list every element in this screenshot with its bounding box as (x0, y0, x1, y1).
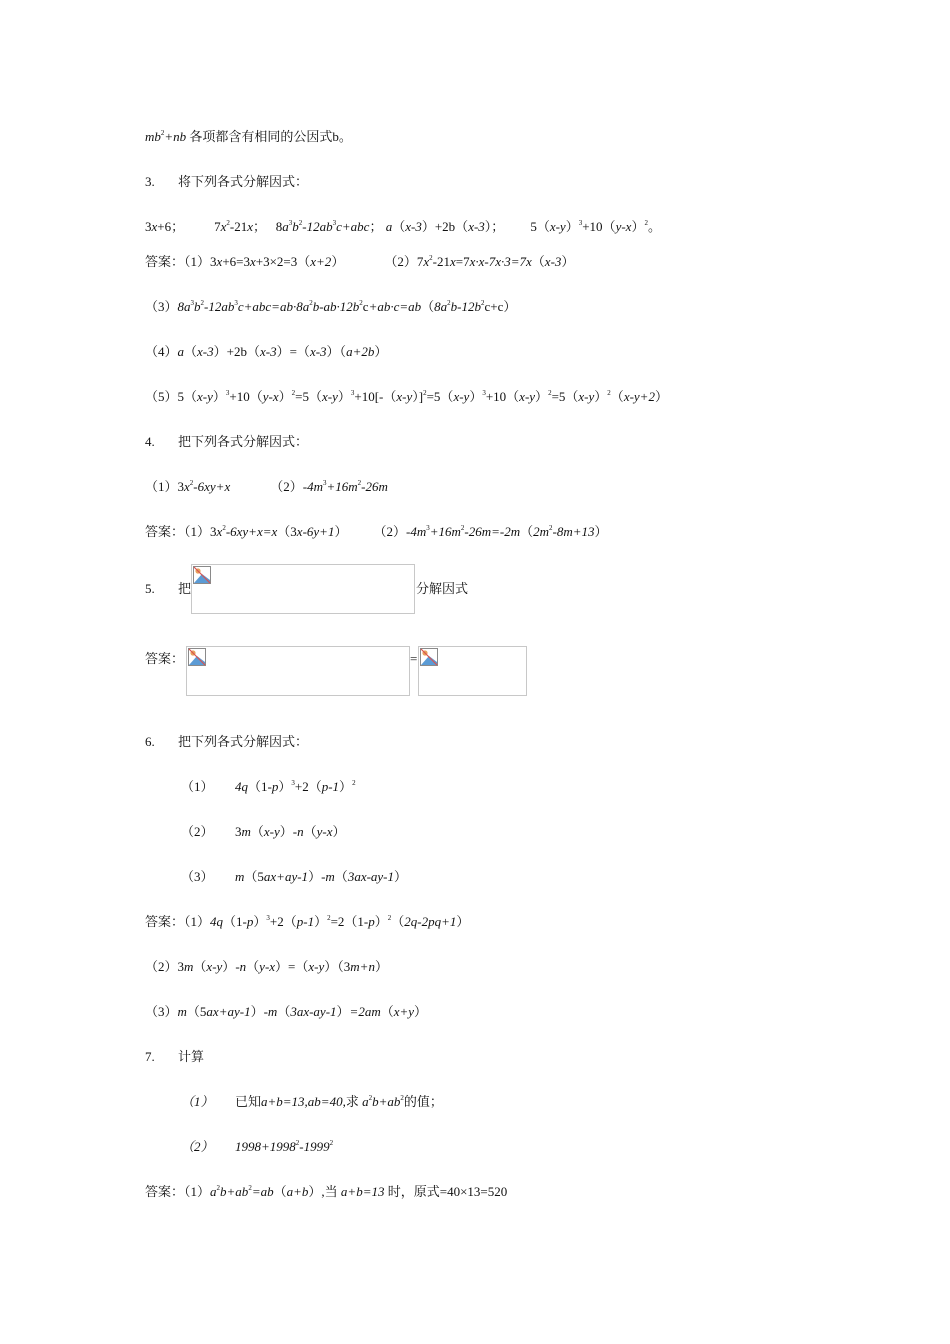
broken-image-icon (188, 648, 206, 666)
q7-heading (145, 1048, 204, 1066)
q2-tail-line: $mb^2+nb$ 各项都含有相同的公因式b。 (145, 129, 352, 144)
q3-answer-label: 答案： (145, 254, 185, 269)
q5-answer-left-image (186, 646, 410, 696)
q7-answer-time: 时， (387, 1184, 414, 1199)
q2-tail-text: 各项都含有相同的公因式b。 (189, 129, 352, 144)
q7-item-1-pre: 已知 (235, 1094, 262, 1109)
q7-instruction: 计算 (178, 1049, 205, 1064)
q6-item-3: （3） m（5ax+ay-1）-m（3ax-ay-1） (181, 869, 408, 884)
q4-answer: 答案：$(1)3x^2-6xy+x=x(3x-6y+1)$ $(2)-4m^3+16m^2-26m=-2m(2m^2-8m+13)$ (145, 524, 608, 539)
q3-expressions: 3x+6； $7x^2-21x$； $8a^3b^2-12ab^3c+abc$； a（x-3）+2b（x-3）； $5(x-y)^3+10(y-x)^2$。 (145, 219, 661, 234)
q5-equals: = (410, 651, 418, 666)
q7-answer: 答案：$(1)a^2b+ab^2=ab(a+b)$,当 a+b=13 时，原式=40×13=520 (145, 1184, 508, 1199)
q4-answer-label: 答案： (145, 524, 185, 539)
q7-item-1-post: 的值； (403, 1094, 443, 1109)
q3-answer-3: $(3)8a^3b^2-12ab^3c+abc=ab\cdot 8a^2b-ab\cdot 12b^2c+ab\cdot c=ab(8a^2b-12b^2c+c)$ (145, 299, 517, 314)
q3-instruction: 将下列各式分解因式： (178, 174, 309, 189)
q6-heading (145, 733, 308, 751)
q5-number: 5. (145, 581, 155, 596)
q5-prefix: 把 (178, 581, 192, 596)
q7-item-2: （2） $1998+1998^2-1999^2$ (181, 1139, 334, 1154)
q5-suffix: 分解因式 (416, 581, 469, 596)
q6-answer-label: 答案： (145, 914, 185, 929)
q6-number: 6. (145, 734, 155, 749)
q5-answer-label: 答案： (145, 651, 185, 666)
q7-number: 7. (145, 1049, 155, 1064)
q3-answer-1-2: 答案：（1）3x+6=3x+3×2=3（x+2） $(2)7x^2-21x=7x\cdot x-7x\cdot 3=7x(x-3)$ (145, 254, 575, 269)
q7-answer-result: 原式=40×13=520 (413, 1184, 508, 1199)
q3-heading (145, 173, 308, 191)
q6-item-2: （2） 3m（x-y）-n（y-x） (181, 824, 346, 839)
q4-instruction: 把下列各式分解因式： (178, 434, 309, 449)
q5-heading-number (145, 580, 191, 598)
q6-answer-2: （2）3m（x-y）-n（y-x）=（x-y）（3m+n） (145, 959, 388, 974)
q5-answer-right-image (418, 646, 527, 696)
broken-image-icon (420, 648, 438, 666)
q7-item-1: （1） 已知a+b=13,ab=40,求 $a^2b+ab^2$的值； (181, 1094, 443, 1109)
q6-answer-3: （3）m（5ax+ay-1）-m（3ax-ay-1）=2am（x+y） (145, 1004, 428, 1019)
q3-number: 3. (145, 174, 155, 189)
broken-image-icon (193, 566, 211, 584)
q3-answer-4: （4）a（x-3）+2b（x-3）=（x-3）（a+2b） (145, 344, 388, 359)
q4-heading (145, 433, 308, 451)
q7-answer-when: 当 (324, 1184, 338, 1199)
q6-instruction: 把下列各式分解因式： (178, 734, 309, 749)
q6-item-1: （1） $4q(1-p)^3+2(p-1)^2$ (181, 779, 356, 794)
q7-answer-label: 答案： (145, 1184, 185, 1199)
q7-item-1-mid: 求 (345, 1094, 359, 1109)
q3-answer-5: $(5)5(x-y)^3+10(y-x)^2=5(x-y)^3+10[-(x-y)]^2=5(x-y)^3+10(x-y)^2=5(x-y)^2(x-y+2)$ (145, 389, 668, 404)
q6-answer-1: 答案：$(1)4q(1-p)^3+2(p-1)^2=2(1-p)^2(2q-2pq+1)$ (145, 914, 470, 929)
q4-number: 4. (145, 434, 155, 449)
q4-expressions: $(1)3x^2-6xy+x$ $(2)-4m^3+16m^2-26m$ (145, 479, 388, 494)
q5-expression-image (191, 564, 415, 614)
